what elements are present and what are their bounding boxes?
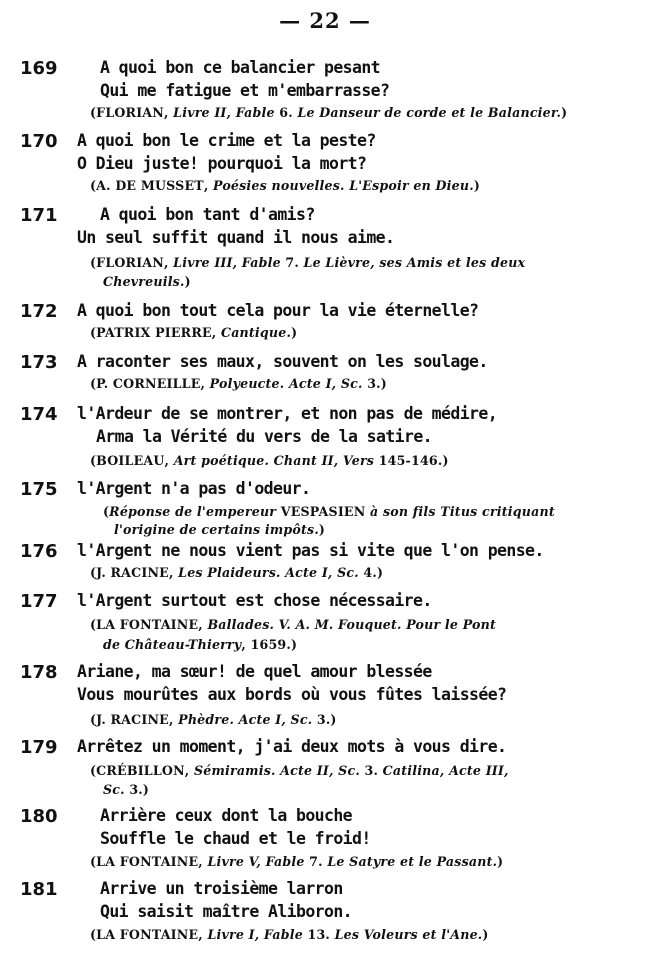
entry-number: 174 — [20, 404, 58, 425]
source-citation-continued: Chevreuils.) — [103, 274, 191, 289]
entry-number: 181 — [20, 879, 58, 900]
verse-line: Vous mourûtes aux bords où vous fûtes laissée? — [77, 685, 507, 704]
entry-number: 172 — [20, 301, 58, 322]
verse-line: Arrière ceux dont la bouche — [100, 806, 353, 825]
source-citation: (A. DE MUSSET, Poésies nouvelles. L'Espoir en Dieu.) — [90, 178, 480, 193]
source-citation-continued: Sc. 3.) — [103, 782, 150, 797]
verse-line: Arrêtez un moment, j'ai deux mots à vous dire. — [77, 737, 507, 756]
source-citation: (BOILEAU, Art poétique. Chant II, Vers 145-146.) — [90, 453, 449, 468]
entry-number: 171 — [20, 205, 58, 226]
verse-line: l'Argent ne nous vient pas si vite que l'on pense. — [77, 541, 544, 560]
source-citation-continued: l'origine de certains impôts.) — [114, 522, 326, 537]
verse-line: A quoi bon ce balancier pesant — [100, 58, 381, 77]
entry-number: 179 — [20, 737, 58, 758]
source-citation: (LA FONTAINE, Ballades. V. A. M. Fouquet. Pour le Pont — [90, 617, 496, 632]
source-citation: (CRÉBILLON, Sémiramis. Acte II, Sc. 3. Catilina, Acte III, — [90, 763, 509, 778]
source-citation: (FLORIAN, Livre III, Fable 7. Le Lièvre, ses Amis et les deux — [90, 255, 526, 270]
verse-line: A quoi bon tant d'amis? — [100, 205, 315, 224]
verse-line: Qui saisit maître Aliboron. — [100, 902, 353, 921]
entry-number: 178 — [20, 662, 58, 683]
entry-number: 176 — [20, 541, 58, 562]
verse-line: A quoi bon tout cela pour la vie éternelle? — [77, 301, 479, 320]
verse-line: Arma la Vérité du vers de la satire. — [96, 427, 433, 446]
source-citation: (J. RACINE, Les Plaideurs. Acte I, Sc. 4.) — [90, 565, 384, 580]
verse-line: Un seul suffit quand il nous aime. — [77, 228, 395, 247]
verse-line: A raconter ses maux, souvent on les soulage. — [77, 352, 488, 371]
entry-number: 173 — [20, 352, 58, 373]
verse-line: Arrive un troisième larron — [100, 879, 343, 898]
verse-line: l'Ardeur de se montrer, et non pas de médire, — [77, 404, 498, 423]
source-citation: (J. RACINE, Phèdre. Acte I, Sc. 3.) — [90, 712, 337, 727]
source-citation: (FLORIAN, Livre II, Fable 6. Le Danseur de corde et le Balancier.) — [90, 105, 568, 120]
entry-number: 175 — [20, 479, 58, 500]
source-citation: (P. CORNEILLE, Polyeucte. Acte I, Sc. 3.) — [90, 376, 387, 391]
verse-line: Qui me fatigue et m'embarrasse? — [100, 81, 390, 100]
entry-number: 169 — [20, 58, 58, 79]
entry-number: 170 — [20, 131, 58, 152]
source-citation-continued: de Château-Thierry, 1659.) — [103, 637, 298, 652]
verse-line: l'Argent n'a pas d'odeur. — [77, 479, 311, 498]
source-citation: (LA FONTAINE, Livre V, Fable 7. Le Satyre et le Passant.) — [90, 854, 504, 869]
page-number: — 22 — — [279, 8, 371, 33]
entry-number: 180 — [20, 806, 58, 827]
verse-line: A quoi bon le crime et la peste? — [77, 131, 376, 150]
source-citation: (LA FONTAINE, Livre I, Fable 13. Les Voleurs et l'Ane.) — [90, 927, 489, 942]
verse-line: Ariane, ma sœur! de quel amour blessée — [77, 662, 432, 681]
verse-line: O Dieu juste! pourquoi la mort? — [77, 154, 367, 173]
verse-line: Souffle le chaud et le froid! — [100, 829, 371, 848]
verse-line: l'Argent surtout est chose nécessaire. — [77, 591, 432, 610]
source-citation: (Réponse de l'empereur VESPASIEN à son fils Titus critiquant — [103, 504, 555, 519]
entry-number: 177 — [20, 591, 58, 612]
source-citation: (PATRIX PIERRE, Cantique.) — [90, 325, 298, 340]
